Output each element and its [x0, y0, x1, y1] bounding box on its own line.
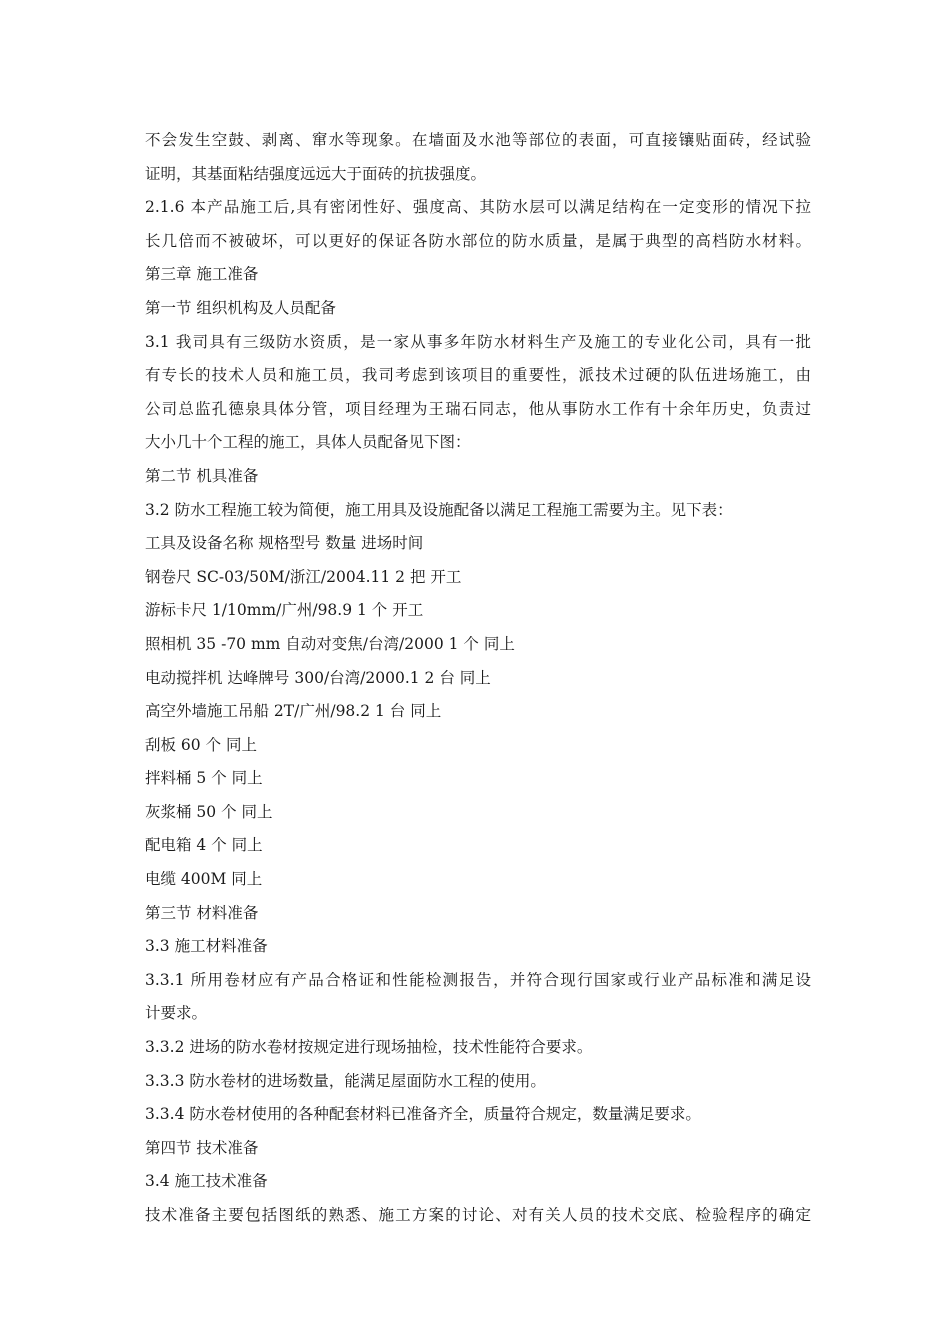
text-line: 照相机 35 -70 mm 自动对变焦/台湾/2000 1 个 同上 — [145, 634, 515, 653]
text-line: 计要求。 — [145, 1004, 208, 1023]
text-line: 第三章 施工准备 — [145, 265, 259, 284]
text-line: 灰浆桶 50 个 同上 — [145, 802, 273, 821]
text-line: 大小几十个工程的施工，具体人员配备见下图： — [145, 433, 471, 452]
text-line: 长几倍而不被破坏，可以更好的保证各防水部位的防水质量，是属于典型的高档防水材料。 — [145, 231, 811, 250]
text-line: 高空外墙施工吊船 2T/广州/98.2 1 台 同上 — [145, 702, 442, 721]
text-line: 3.3.2 进场的防水卷材按规定进行现场抽检，技术性能符合要求。 — [145, 1038, 593, 1057]
text-line: 第二节 机具准备 — [145, 466, 259, 485]
text-line: 3.3.4 防水卷材使用的各种配套材料已准备齐全，质量符合规定，数量满足要求。 — [145, 1105, 701, 1124]
text-line: 3.3.1 所用卷材应有产品合格证和性能检测报告，并符合现行国家或行业产品标准和满足设 — [145, 970, 811, 989]
text-line: 工具及设备名称 规格型号 数量 进场时间 — [145, 534, 424, 553]
text-line: 电缆 400M 同上 — [145, 870, 263, 889]
text-line: 拌料桶 5 个 同上 — [145, 769, 263, 788]
text-line: 游标卡尺 1/10mm/广州/98.9 1 个 开工 — [145, 601, 424, 620]
text-line: 配电箱 4 个 同上 — [145, 836, 263, 855]
text-line: 3.3 施工材料准备 — [145, 937, 268, 956]
text-line: 不会发生空鼓、剥离、窜水等现象。在墙面及水池等部位的表面，可直接镶贴面砖，经试验 — [145, 131, 811, 149]
text-line: 证明，其基面粘结强度远远大于面砖的抗拔强度。 — [145, 164, 487, 183]
text-line: 公司总监孔德泉具体分管，项目经理为王瑞石同志，他从事防水工作有十余年历史，负责过 — [145, 399, 811, 418]
document-body — [145, 124, 811, 1233]
text-line: 技术准备主要包括图纸的熟悉、施工方案的讨论、对有关人员的技术交底、检验程序的确定 — [145, 1206, 811, 1224]
text-line: 第四节 技术准备 — [145, 1138, 259, 1157]
text-line: 2.1.6 本产品施工后,具有密闭性好、强度高、其防水层可以满足结构在一定变形的情况下拉 — [145, 198, 811, 217]
text-line: 3.1 我司具有三级防水资质，是一家从事多年防水材料生产及施工的专业化公司，具有一批 — [145, 332, 811, 351]
text-line: 第一节 组织机构及人员配备 — [145, 298, 336, 317]
text-line: 3.3.3 防水卷材的进场数量，能满足屋面防水工程的使用。 — [145, 1071, 546, 1090]
text-line: 3.4 施工技术准备 — [145, 1172, 268, 1191]
text-line: 刮板 60 个 同上 — [145, 735, 258, 754]
text-line: 钢卷尺 SC-03/50M/浙江/2004.11 2 把 开工 — [145, 567, 462, 586]
text-line: 有专长的技术人员和施工员，我司考虑到该项目的重要性，派技术过硬的队伍进场施工，由 — [145, 366, 811, 385]
text-line: 电动搅拌机 达峰牌号 300/台湾/2000.1 2 台 同上 — [145, 668, 491, 687]
text-line: 第三节 材料准备 — [145, 903, 259, 922]
text-line: 3.2 防水工程施工较为简便，施工用具及设施配备以满足工程施工需要为主。见下表： — [145, 500, 733, 519]
